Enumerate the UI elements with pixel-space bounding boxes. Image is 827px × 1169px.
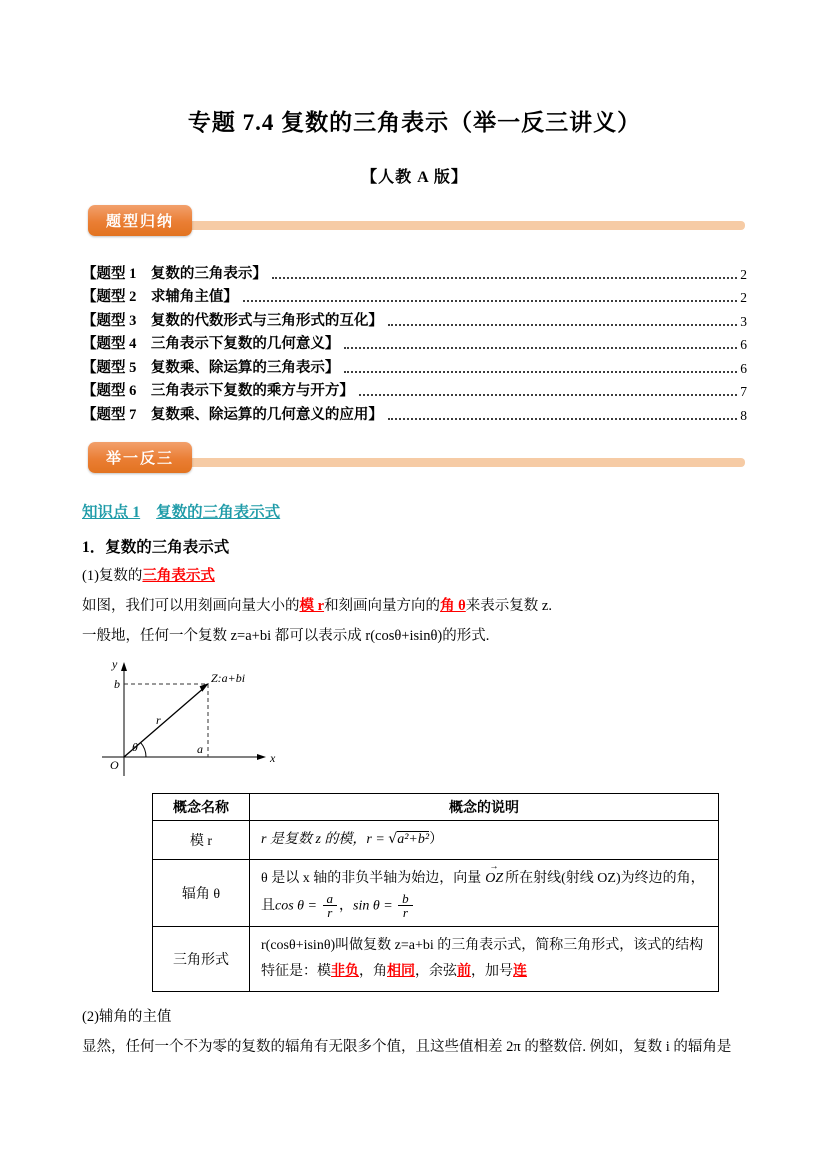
complex-plane-svg — [96, 654, 286, 780]
toc-entry[interactable] — [82, 306, 747, 330]
cos-formula-lhs: cos θ = — [275, 898, 321, 914]
banner-bar — [98, 458, 745, 467]
cos-fraction-numerator: a — [323, 892, 338, 907]
vector-oz-notation: OZ → — [483, 866, 505, 892]
toc-entry[interactable] — [82, 283, 747, 307]
toc-entry[interactable] — [82, 259, 747, 283]
trig-desc-text: ，角 — [359, 963, 387, 979]
concept-desc-cell — [250, 926, 719, 991]
sin-fraction-denominator: r — [402, 905, 408, 921]
toc-dotted-leader — [272, 277, 737, 279]
toc-page-number: 2 — [740, 290, 747, 305]
table-row-trig-form — [153, 926, 719, 991]
toc-dotted-leader — [388, 324, 737, 326]
toc-dotted-leader — [388, 418, 737, 420]
knowledge-point-number: 知识点 1 — [82, 503, 141, 521]
toc-entry[interactable] — [82, 330, 747, 354]
section-banner-juyifansan — [82, 442, 747, 470]
subsection-title: 1．复数的三角表示式 — [82, 538, 230, 556]
modulus-desc-text: r 是复数 z 的模，r = — [261, 831, 389, 847]
toc-dotted-leader — [243, 300, 737, 302]
trig-highlight: 相同 — [387, 963, 415, 979]
item-2-line: (2)辅角的主值 — [82, 1008, 172, 1025]
concept-name-cell: 模 r — [153, 820, 250, 859]
toc-entry-label: 【题型 1 复数的三角表示】 — [82, 265, 267, 282]
toc-entry-label: 【题型 2 求辅角主值】 — [82, 289, 238, 305]
tixing-badge: 题型归纳 — [88, 205, 192, 236]
concept-desc-header: 概念的说明 — [250, 793, 719, 820]
toc-dotted-leader — [344, 371, 737, 373]
toc-entry-label: 【题型 3 复数的代数形式与三角形式的互化】 — [82, 312, 383, 329]
toc-entry[interactable] — [82, 377, 747, 401]
toc-entry-label: 【题型 6 三角表示下复数的乘方与开方】 — [82, 383, 354, 399]
juyifansan-badge: 举一反三 — [88, 442, 192, 473]
concept-table — [152, 793, 719, 992]
paragraph-1-text: 来表示复数 z. — [465, 597, 552, 614]
toc-page-number: 6 — [740, 360, 747, 376]
a-label: a — [197, 741, 203, 756]
table-row-argument — [153, 859, 719, 926]
paragraph-1 — [82, 595, 747, 617]
angle-highlight: 角 θ — [440, 597, 466, 614]
y-axis-label: y — [112, 656, 118, 671]
b-label: b — [114, 676, 120, 691]
paragraph-1-text: 如图，我们可以用刻画向量大小的 — [82, 597, 300, 614]
r-label: r — [156, 712, 161, 727]
cos-fraction — [323, 892, 338, 920]
origin-label: O — [110, 757, 119, 772]
toc-page-number: 8 — [740, 407, 747, 423]
trig-highlight: 连 — [513, 963, 527, 979]
radicand: a²+b² — [397, 831, 430, 847]
toc-entry[interactable] — [82, 400, 747, 424]
argument-desc-text: 所在射线(射线 OZ)为终边的 — [505, 870, 677, 886]
toc-page-number: 7 — [740, 384, 747, 399]
y-axis-arrow-icon — [121, 662, 127, 671]
trig-desc-text: ，余弦 — [415, 963, 457, 979]
sin-fraction-numerator: b — [398, 892, 413, 907]
trig-desc-text: ，加号 — [471, 963, 513, 979]
paragraph-3: 显然，任何一个不为零的复数的辐角有无限多个值，且这些值相差 2π 的整数倍. 例如，复数 i 的辐角是 — [82, 1039, 732, 1056]
concept-name-cell: 三角形式 — [153, 926, 250, 991]
formula-separator: ， — [339, 898, 353, 914]
banner-bar — [98, 221, 745, 230]
table-of-contents — [82, 259, 747, 424]
sin-formula-lhs: sin θ = — [353, 898, 397, 914]
knowledge-point-title: 复数的三角表示式 — [156, 503, 281, 521]
page-title: 专题 7.4 复数的三角表示（举一反三讲义） — [187, 110, 642, 135]
trig-highlight: 前 — [457, 963, 471, 979]
x-axis-label: x — [270, 750, 276, 765]
z-point-label: Z:a+bi — [211, 670, 246, 685]
knowledge-point-heading — [82, 500, 747, 522]
concept-desc-cell — [250, 859, 719, 926]
argument-desc-text: 角，且 — [261, 870, 705, 914]
x-axis-arrow-icon — [257, 754, 266, 760]
concept-name-cell: 辐角 θ — [153, 859, 250, 926]
toc-entry-label: 【题型 7 复数乘、除运算的几何意义的应用】 — [82, 406, 383, 423]
theta-label: θ — [132, 739, 138, 754]
sqrt-icon: √ — [388, 830, 398, 847]
toc-dotted-leader — [344, 347, 737, 349]
modulus-desc-tail: ） — [429, 831, 444, 847]
sin-fraction — [398, 892, 413, 920]
paragraph-1-text: 和刻画向量方向的 — [324, 597, 441, 614]
concept-name-header: 概念名称 — [153, 793, 250, 820]
item-1-highlight: 三角表示式 — [142, 567, 215, 584]
toc-page-number: 2 — [740, 266, 747, 282]
toc-dotted-leader — [359, 394, 737, 396]
toc-entry-label: 【题型 4 三角表示下复数的几何意义】 — [82, 336, 340, 352]
table-row-modulus — [153, 820, 719, 859]
cos-fraction-denominator: r — [327, 905, 333, 921]
item-1-text: (1)复数的 — [82, 567, 143, 584]
edition-label: 【人教 A 版】 — [361, 169, 468, 186]
trig-highlight: 非负 — [331, 963, 359, 979]
complex-plane-figure — [96, 654, 747, 785]
toc-page-number: 3 — [740, 313, 747, 329]
trig-desc-text: r(cosθ+isinθ)叫做复数 z=a+bi 的三角表示式，简称三角形式，该式的结构特征是：模 — [261, 937, 704, 979]
toc-entry-label: 【题型 5 复数乘、除运算的三角表示】 — [82, 359, 340, 376]
paragraph-2: 一般地，任何一个复数 z=a+bi 都可以表示成 r(cosθ+isinθ)的形式. — [82, 628, 490, 645]
argument-desc-text: θ 是以 x 轴的非负半轴为始边，向量 — [261, 870, 482, 886]
toc-page-number: 6 — [740, 337, 747, 352]
theta-arc — [141, 743, 146, 757]
item-1-line — [82, 565, 747, 587]
concept-desc-cell — [250, 820, 719, 859]
concept-table-header-row — [153, 793, 719, 820]
toc-entry[interactable] — [82, 353, 747, 377]
modulus-highlight: 模 r — [299, 597, 325, 614]
section-banner-tixing — [82, 205, 747, 233]
